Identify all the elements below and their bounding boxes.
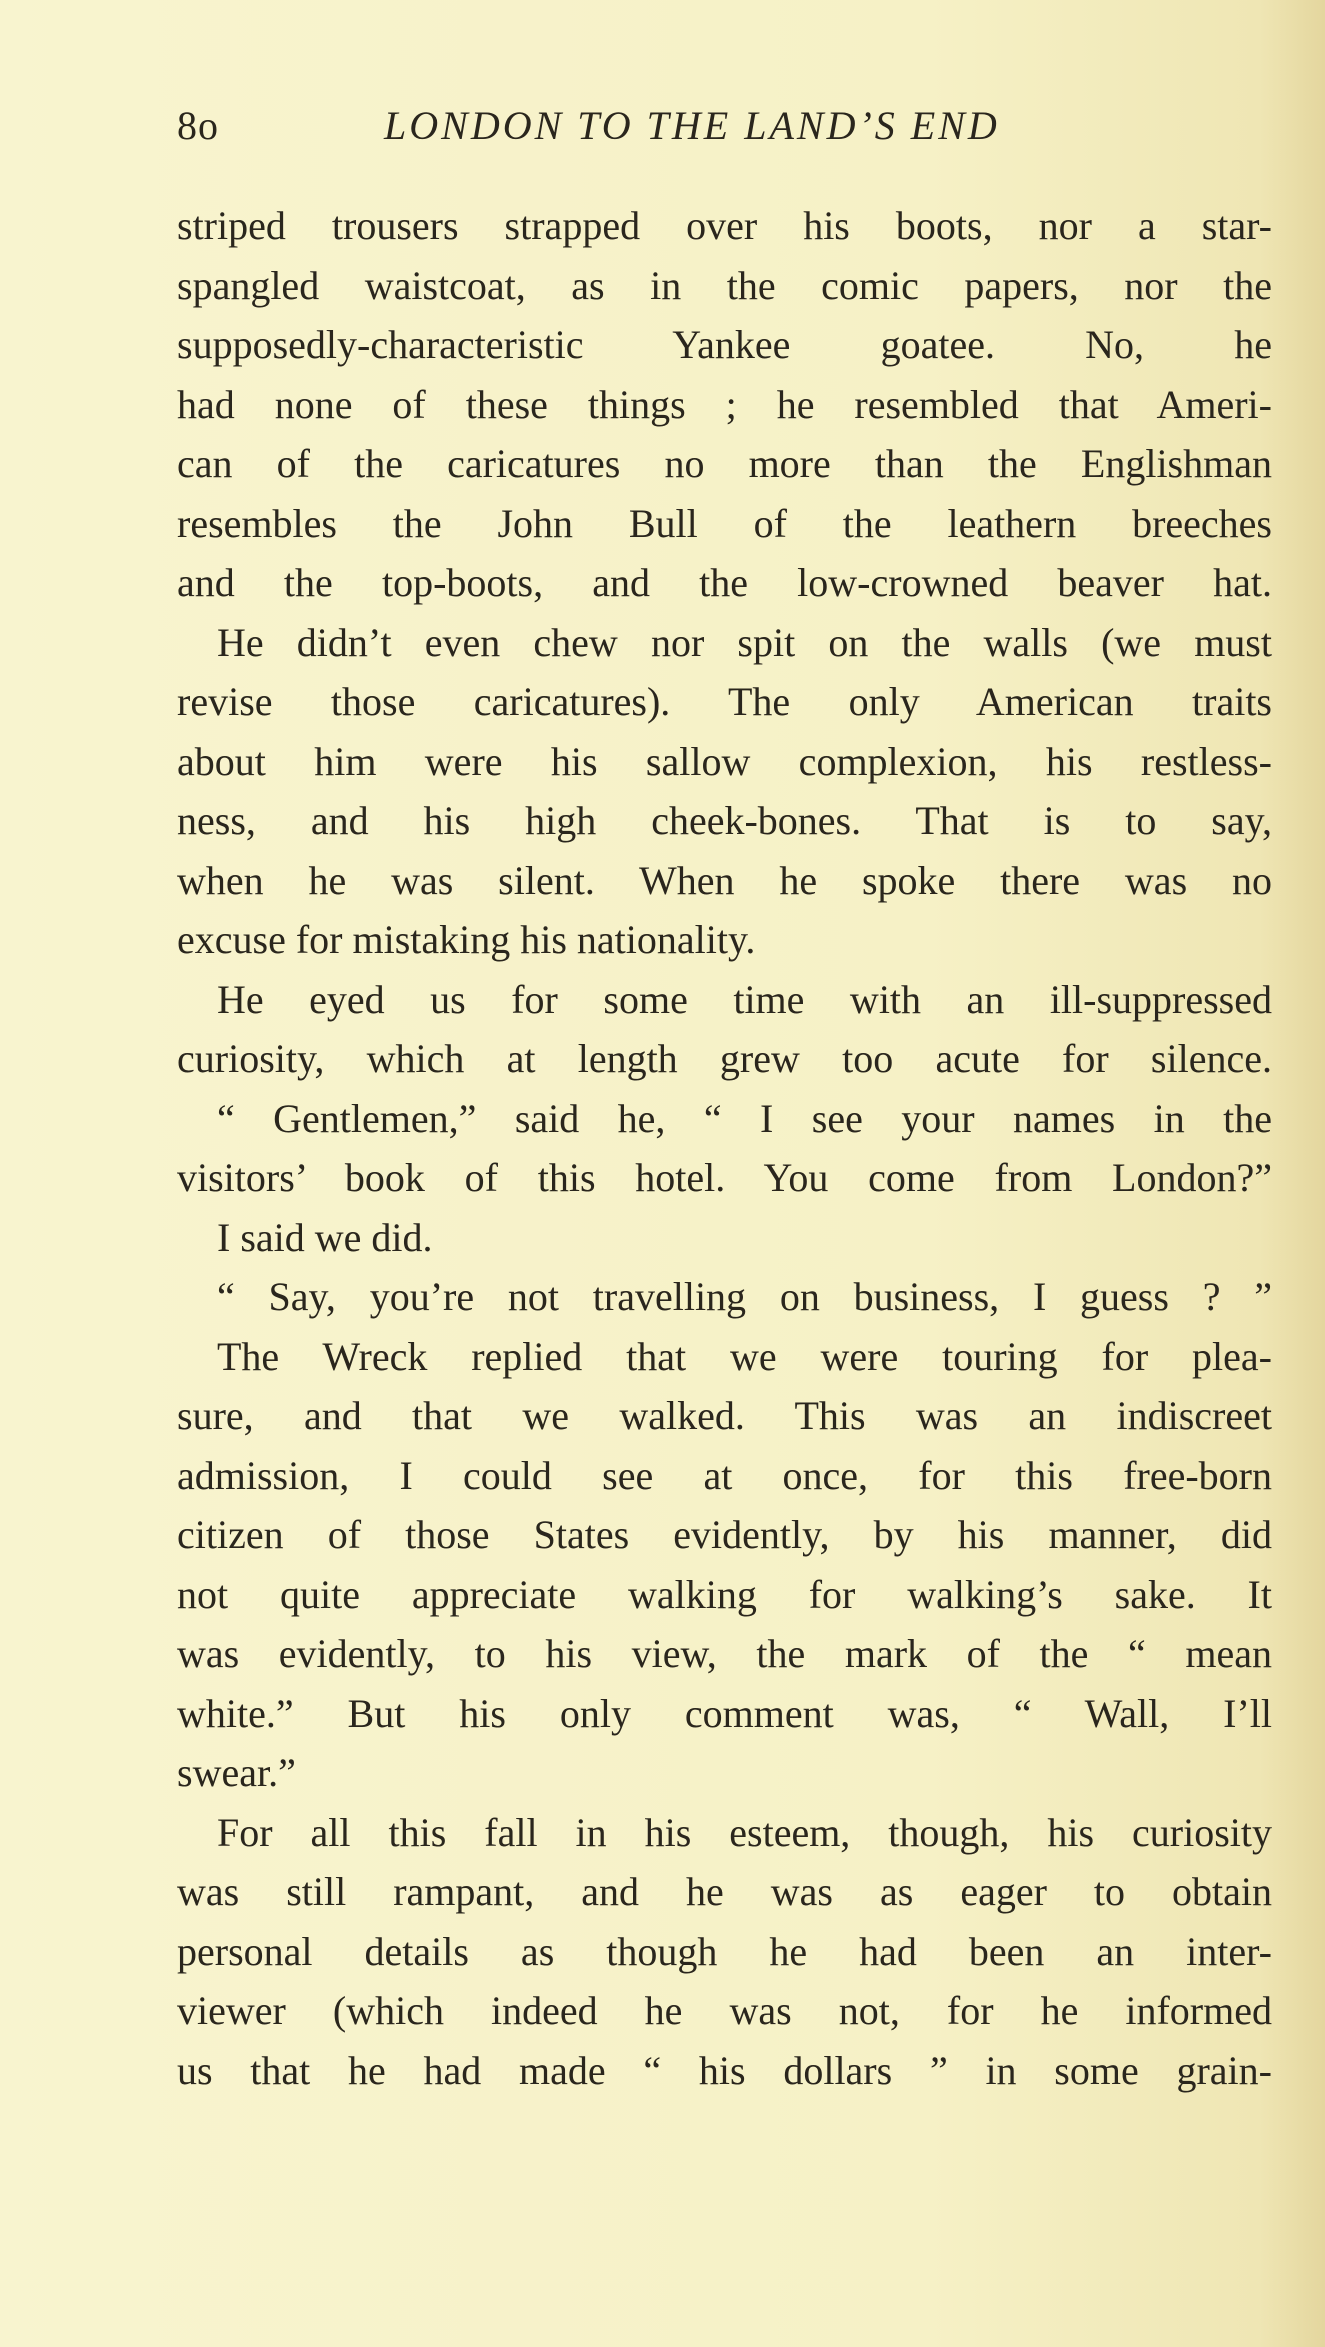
text-line: not quite appreciate walking for walking’s sake. It	[177, 1571, 1272, 1617]
text-line: He didn’t even chew nor spit on the walls (we must	[217, 619, 1272, 665]
text-line: spangled waistcoat, as in the comic papers, nor the	[177, 262, 1272, 308]
text-line: citizen of those States evidently, by his manner, did	[177, 1512, 1272, 1557]
page-number: 8o	[177, 103, 219, 148]
text-line: viewer (which indeed he was not, for he informed	[177, 1988, 1272, 2033]
text-line: sure, and that we walked. This was an indiscreet	[177, 1393, 1272, 1438]
text-line: I said we did.	[217, 1214, 433, 1260]
body-text	[177, 196, 1272, 2100]
text-line: personal details as though he had been an inter-	[177, 1928, 1272, 1974]
text-line: can of the caricatures no more than the Englishman	[177, 441, 1272, 486]
text-line: “ Gentlemen,” said he, “ I see your names in the	[217, 1095, 1272, 1141]
text-line: striped trousers strapped over his boots, nor a star-	[177, 203, 1272, 248]
text-line: visitors’ book of this hotel. You come from London?”	[177, 1155, 1272, 1200]
text-line: He eyed us for some time with an ill-suppressed	[217, 976, 1272, 1022]
text-line: admission, I could see at once, for this free-born	[177, 1452, 1272, 1498]
text-line: when he was silent. When he spoke there was no	[177, 857, 1272, 903]
text-line: ness, and his high cheek-bones. That is to say,	[177, 798, 1272, 843]
text-line: had none of these things ; he resembled that Ameri-	[177, 381, 1272, 427]
text-line: “ Say, you’re not travelling on business, I guess ? ”	[217, 1274, 1272, 1319]
text-line: excuse for mistaking his nationality.	[177, 917, 756, 962]
text-line: supposedly-characteristic Yankee goatee. No, he	[177, 322, 1272, 367]
text-line: revise those caricatures). The only American traits	[177, 679, 1272, 724]
text-line: was evidently, to his view, the mark of the “ mean	[177, 1631, 1272, 1676]
text-line: us that he had made “ his dollars ” in some grain-	[177, 2047, 1272, 2093]
text-line: white.” But his only comment was, “ Wall, I’ll	[177, 1690, 1272, 1736]
text-line: swear.”	[177, 1750, 296, 1795]
text-line: and the top-boots, and the low-crowned beaver hat.	[177, 560, 1272, 605]
text-line: resembles the John Bull of the leathern breeches	[177, 500, 1272, 546]
running-title: LONDON TO THE LAND’S END	[384, 103, 1000, 148]
text-line: was still rampant, and he was as eager to obtain	[177, 1869, 1272, 1914]
text-line: curiosity, which at length grew too acute for silence.	[177, 1036, 1272, 1081]
text-line: The Wreck replied that we were touring for plea-	[217, 1333, 1272, 1379]
text-line: For all this fall in his esteem, though, his curiosity	[217, 1809, 1272, 1855]
text-line: about him were his sallow complexion, his restless-	[177, 738, 1272, 784]
page-header	[177, 96, 1137, 156]
